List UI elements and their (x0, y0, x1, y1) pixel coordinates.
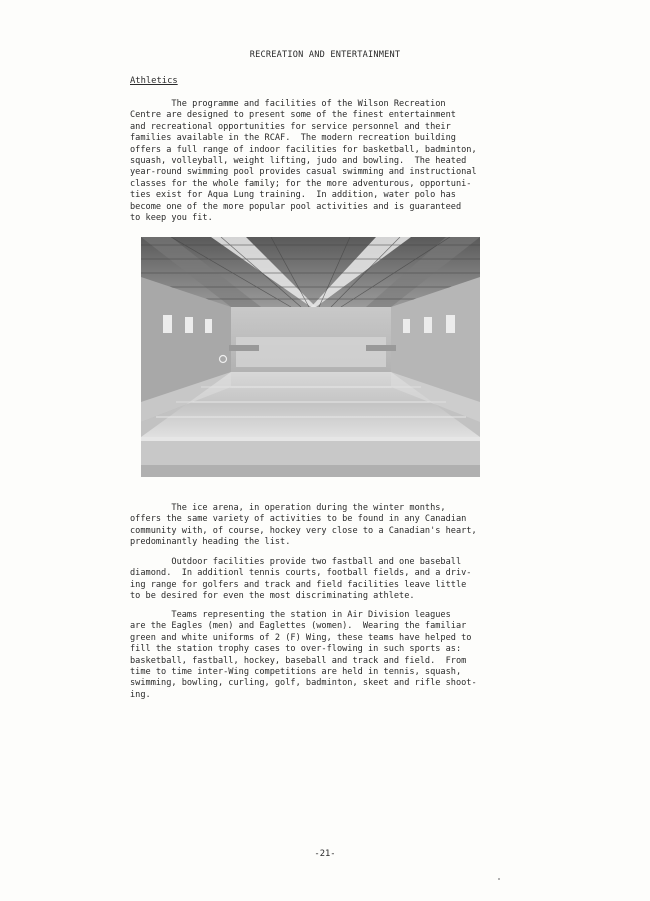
text-line: ing. (130, 689, 151, 700)
text-line: ing range for golfers and track and field facilities leave little (130, 579, 467, 590)
paragraph-athletics-intro (130, 99, 508, 224)
paragraph-ice-arena (130, 503, 508, 549)
text-line: become one of the more popular pool activities and is guaranteed (130, 201, 462, 212)
text-line: predominantly heading the list. (130, 537, 291, 548)
pool-photo-svg (141, 237, 480, 477)
text-line: green and white uniforms of 2 (F) Wing, these teams have helped to (130, 632, 472, 643)
text-line: fill the station trophy cases to over-flowing in such sports as: (130, 644, 462, 655)
text-line: Centre are designed to present some of the finest entertainment (130, 110, 456, 121)
text-line: are the Eagles (men) and Eaglettes (women). Wearing the familiar (130, 621, 467, 632)
text-line: swimming, bowling, curling, golf, badminton, skeet and rifle shoot- (130, 678, 477, 689)
text-line: squash, volleyball, weight lifting, judo and bowling. The heated (130, 156, 467, 167)
text-line: ties exist for Aqua Lung training. In addition, water polo has (130, 190, 456, 201)
text-line: community with, of course, hockey very close to a Canadian's heart, (130, 525, 477, 536)
indoor-swimming-pool-photo (141, 237, 480, 477)
text-line: Teams representing the station in Air Division leagues (130, 610, 451, 620)
text-line: families available in the RCAF. The modern recreation building (130, 133, 456, 144)
text-line: time to time inter-Wing competitions are held in tennis, squash, (130, 667, 462, 678)
text-line: basketball, fastball, hockey, baseball and track and field. From (130, 655, 467, 666)
text-line: The ice arena, in operation during the winter months, (130, 503, 446, 513)
section-heading: Athletics (130, 76, 178, 86)
text-line: diamond. In additionl tennis courts, football fields, and a driv- (130, 568, 472, 579)
text-line: offers a full range of indoor facilities for basketball, badminton, (130, 144, 477, 155)
text-line: classes for the whole family; for the more adventurous, opportuni- (130, 178, 472, 189)
text-line: and recreational opportunities for service personnel and their (130, 121, 451, 132)
text-line: Outdoor facilities provide two fastball and one baseball (130, 557, 462, 567)
paragraph-outdoor-facilities (130, 557, 508, 603)
page-title: RECREATION AND ENTERTAINMENT (249, 50, 401, 60)
scan-speck (498, 878, 500, 880)
text-line: The programme and facilities of the Wilson Recreation (130, 99, 446, 109)
paragraph-teams (130, 610, 508, 701)
text-line: offers the same variety of activities to be found in any Canadian (130, 514, 467, 525)
text-line: to keep you fit. (130, 213, 213, 224)
text-line: to be desired for even the most discriminating athlete. (130, 591, 415, 602)
text-line: year-round swimming pool provides casual swimming and instructional (130, 167, 477, 178)
page-number: -21- (314, 849, 336, 859)
